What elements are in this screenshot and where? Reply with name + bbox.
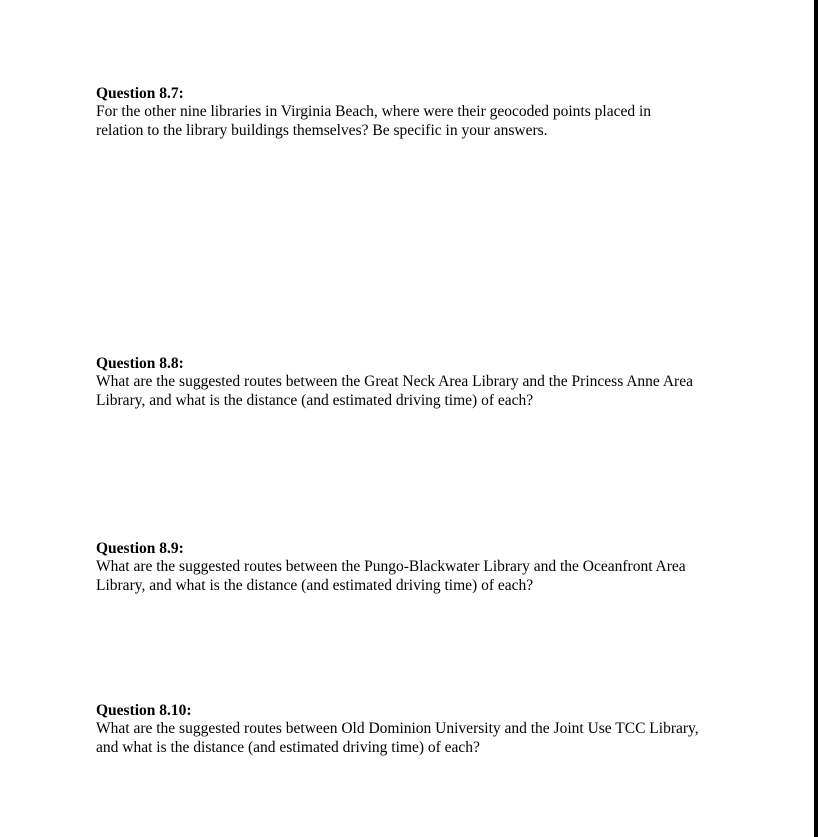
question-text-line: What are the suggested routes between the Pungo-Blackwater Library and the Oceanfront Area [96,558,686,575]
question-text-line: relation to the library buildings themselves? Be specific in your answers. [96,121,548,139]
page-right-border [814,0,818,837]
question-text-line: Library, and what is the distance (and estimated driving time) of each? [96,576,534,594]
question-8-8 [96,355,736,410]
question-8-10 [96,702,736,757]
question-title: Question 8.7: [96,85,184,102]
question-text-line: and what is the distance (and estimated driving time) of each? [96,738,480,756]
question-title: Question 8.9: [96,540,184,557]
question-8-7 [96,85,736,140]
question-title: Question 8.10: [96,702,192,719]
question-title: Question 8.8: [96,355,184,372]
question-text-line: Library, and what is the distance (and estimated driving time) of each? [96,391,534,409]
question-8-9 [96,540,736,595]
question-text-line: For the other nine libraries in Virginia Beach, where were their geocoded points placed in [96,103,652,120]
question-text-line: What are the suggested routes between the Great Neck Area Library and the Princess Anne Area [96,373,693,390]
question-text-line: What are the suggested routes between Old Dominion University and the Joint Use TCC Library, [96,720,699,737]
